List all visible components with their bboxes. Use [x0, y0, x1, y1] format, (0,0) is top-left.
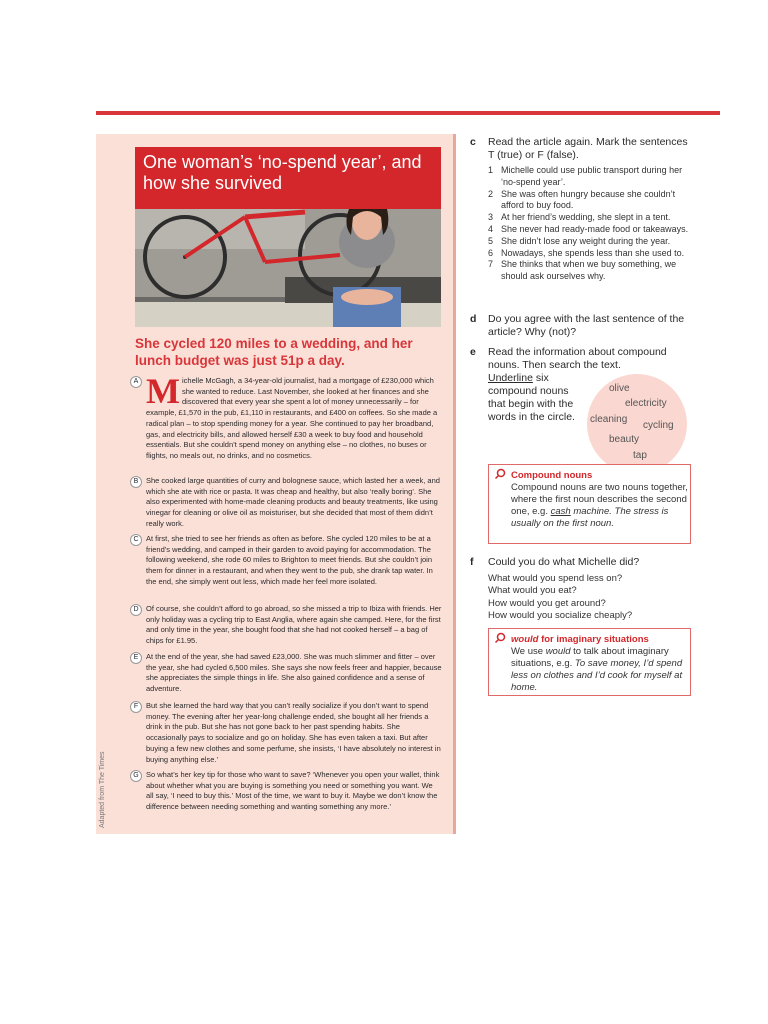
paragraph-text: But she learned the hard way that you can’t really socialize if you don’t want to spend money. The evening after her year-long challenge ended, she bought all her friends a drink in the pub. But she has not gone back to her past spending habits. She occasionally pays to socialize and go on holiday. She has even taken a taxi. But after buying a few new clothes and some perfume, she insists, ‘I have absolutely no interest in buying anything else.’ — [146, 701, 441, 764]
box-title-rest: for imaginary situations — [541, 634, 649, 645]
box-title — [511, 634, 649, 645]
item-number: 5 — [488, 235, 494, 246]
circle-word: beauty — [609, 434, 640, 445]
question: What would you eat? — [488, 585, 577, 597]
paragraph-label: B — [130, 476, 142, 488]
paragraph-label: A — [130, 376, 142, 388]
section-e-title: Read the information about compound nouns. Then search the text. — [488, 346, 667, 371]
section-letter: e — [470, 346, 476, 358]
section-f — [470, 556, 688, 569]
circle-word: cleaning — [590, 414, 628, 425]
would-box — [488, 628, 691, 696]
item-number: 6 — [488, 247, 494, 258]
circle-word: tap — [633, 450, 647, 461]
article-credit: Adapted from The Times — [99, 751, 106, 828]
list-item — [488, 223, 697, 236]
paragraph-text: Of course, she couldn’t afford to go abroad, so she missed a trip to Ibiza with friends. Her only holiday was a cycling trip to East Anglia, where again she camped. Here, for the first and only time in the year, she bought food that she had not cooked herself – a bag of chips for £1.95. — [146, 604, 442, 646]
section-e — [470, 346, 686, 372]
paragraph-e — [133, 652, 442, 695]
section-f-questions — [488, 573, 688, 622]
paragraph-f — [133, 701, 442, 765]
box-text-part: We use — [511, 646, 544, 657]
question: How would you get around? — [488, 597, 606, 609]
paragraph-text: At the end of the year, she had saved £23,000. She was much slimmer and fitter – over the year, she had cycled 6,500 miles. She says she now feels freer and happier, because she appreciates the simple things in life. She also gained confidence and a sense of adventure. — [146, 652, 442, 694]
paragraph-b — [133, 476, 442, 530]
paragraph-label: G — [130, 770, 142, 782]
top-rule — [96, 111, 720, 115]
circle-word: olive — [609, 383, 630, 394]
section-f-title: Could you do what Michelle did? — [488, 556, 640, 568]
paragraph-label: C — [130, 534, 142, 546]
list-item — [488, 247, 697, 260]
item-text: Nowadays, she spends less than she used to. — [501, 247, 685, 258]
section-c — [470, 136, 688, 162]
box-example: To save money, I’d spend less on clothes and I’d cook for myself at home. — [511, 658, 683, 693]
article-title: One woman’s ‘no-spend year’, and how she survived — [143, 152, 422, 193]
item-number: 2 — [488, 188, 494, 199]
search-icon — [494, 468, 506, 480]
paragraph-a — [133, 371, 442, 462]
item-text: At her friend’s wedding, she slept in a tent. — [501, 212, 671, 223]
compound-nouns-box — [488, 464, 691, 544]
paragraph-label: D — [130, 604, 142, 616]
search-icon — [494, 632, 506, 644]
item-number: 1 — [488, 165, 494, 175]
list-item — [488, 235, 697, 248]
box-text-part: to talk about imaginary situations, e.g. — [511, 646, 669, 669]
article-photo — [135, 147, 441, 327]
box-text — [511, 482, 691, 530]
item-text: She thinks that when we buy something, we should ask ourselves why. — [501, 259, 677, 282]
item-number: 4 — [488, 223, 494, 234]
paragraph-label: F — [130, 701, 142, 713]
item-number: 3 — [488, 212, 494, 223]
section-c-items — [488, 165, 697, 283]
item-number: 7 — [488, 259, 494, 270]
section-d-title: Do you agree with the last sentence of the article? Why (not)? — [488, 313, 685, 338]
section-letter: c — [470, 136, 476, 148]
section-e-instructions — [488, 372, 580, 424]
list-item — [488, 259, 697, 283]
item-text: She never had ready-made food or takeaways. — [501, 223, 689, 234]
box-title: Compound nouns — [511, 470, 593, 481]
box-text-part: Compound nouns are two nouns together, where the first noun describes the second one, e.g. — [511, 482, 688, 517]
circle-word: cycling — [643, 420, 674, 431]
paragraph-text: ichelle McGagh, a 34-year-old journalist, had a mortgage of £230,000 which she wanted to reduce. Last November, she looked at her finances and she discovered that every year she spent a lot of money unnecessarily – for example, £1,570 in the pub, £1,110 in restaurants, and £400 on coffees. So she made a radical plan – to stop spending money for a year. She continued to pay her broadband, gas, and electricity bills, and allowed herself £30 a week to buy food and household essentials. But she couldn’t spend money on anything else – no clothes, no buses or flights, no meals out, no drinks, and no cosmetics. — [146, 376, 438, 460]
item-text: She was often hungry because she couldn’t afford to buy food. — [501, 188, 676, 211]
question: How would you socialize cheaply? — [488, 609, 633, 621]
article-panel — [96, 134, 456, 834]
drop-cap: M — [146, 371, 180, 411]
paragraph-c — [133, 534, 442, 588]
section-d — [470, 313, 688, 339]
paragraph-g — [133, 770, 442, 813]
article-subhead: She cycled 120 miles to a wedding, and her lunch budget was just 51p a day. — [135, 336, 413, 368]
paragraph-text: At first, she tried to see her friends as often as before. She cycled 120 miles to be at a friend’s wedding, and camped in their garden to avoid paying for accommodation. The following weekend, she rode 60 miles to Brighton to meet friends. But she couldn’t join them for dinner in a restaurant, and when they went to the pub, she drank tap water. In the end, she simply went out less, which made her feel more isolated. — [146, 534, 433, 586]
instruction-text: six compound nouns that begin with the words in the circle. — [488, 372, 575, 423]
box-example: cash — [550, 506, 571, 517]
paragraph-label: E — [130, 652, 142, 664]
paragraph-text: So what’s her key tip for those who want to save? ‘Whenever you open your wallet, think about whether what you are buying is something you need or something you want. We all say, ‘I need to buy this.’ Most of the time, we want to buy it. Maybe we don’t know the difference between needing something and wanting something any more.’ — [146, 770, 440, 812]
list-item — [488, 165, 697, 189]
section-c-title: Read the article again. Mark the sentences T (true) or F (false). — [488, 136, 688, 161]
box-title-keyword: would — [511, 634, 539, 645]
list-item — [488, 212, 697, 224]
box-text-part: machine. The stress is usually on the first noun. — [511, 506, 669, 529]
item-text: She didn’t lose any weight during the year. — [501, 235, 671, 246]
section-letter: f — [470, 556, 474, 568]
paragraph-text: She cooked large quantities of curry and bolognese sauce, which lasted her a week, and which she ate with rice or pasta. It was cheap and healthy, but also ‘really boring’. She also experimented with home-made cleaning products and beauty treatments, like using vinegar for cleaning or olive oil as moisturiser, but she decided that most of them didn’t really work. — [146, 476, 440, 528]
box-text-keyword: would — [545, 646, 571, 657]
item-text: Michelle could use public transport during her ‘no-spend year’. — [501, 165, 683, 187]
box-text — [511, 646, 691, 694]
section-letter: d — [470, 313, 477, 325]
paragraph-d — [133, 604, 442, 647]
list-item — [488, 188, 697, 213]
question: What would you spend less on? — [488, 573, 623, 584]
circle-word: electricity — [625, 398, 667, 409]
underline-word: Underline — [488, 372, 533, 384]
